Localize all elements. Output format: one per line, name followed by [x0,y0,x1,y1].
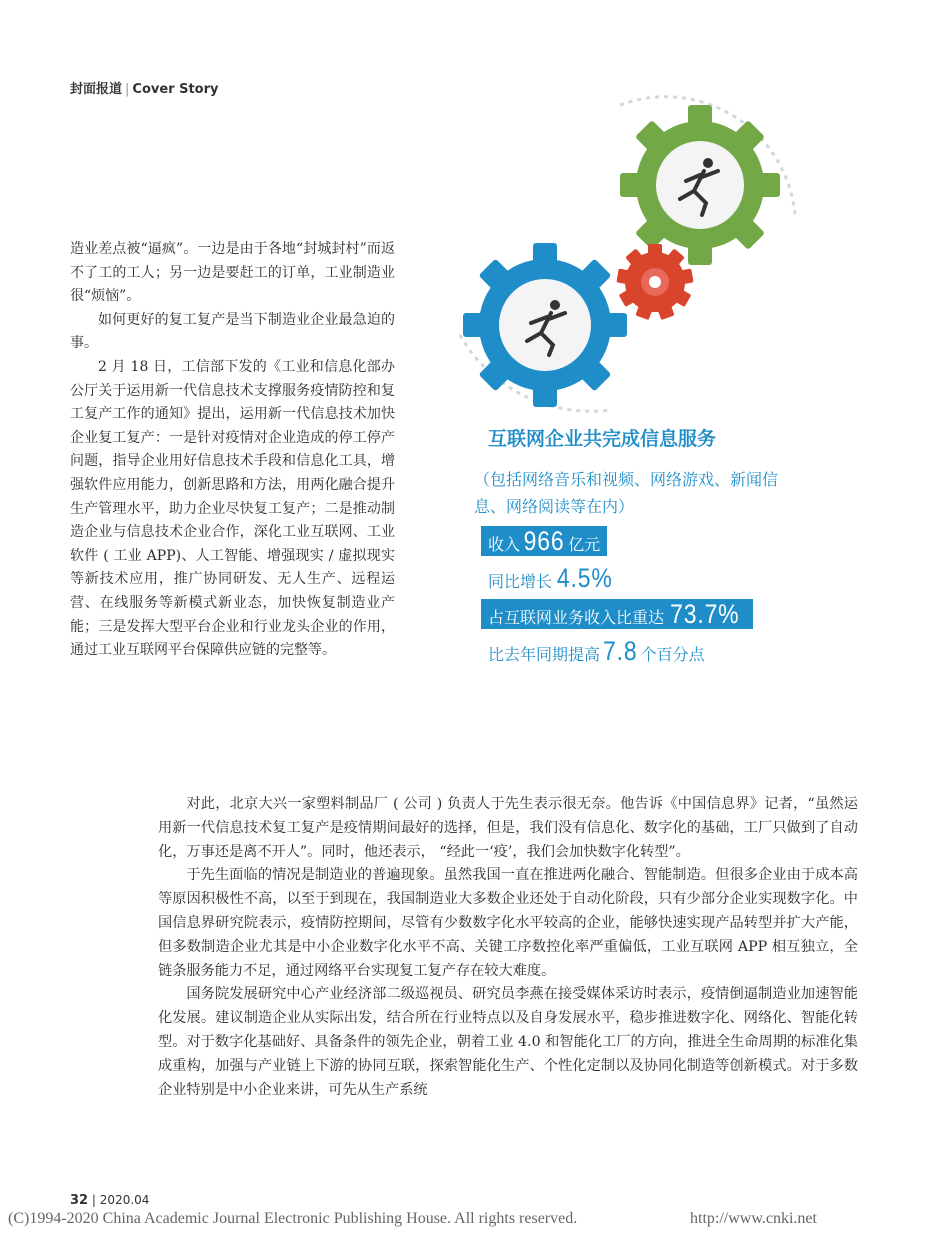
page-footer [70,1193,149,1208]
section-label-cn: 封面报道 [70,82,123,97]
stat-value: 966 [523,526,565,556]
stat-yoy-growth [481,563,625,593]
paragraph: 于先生面临的情况是制造业的普遍现象。虽然我国一直在推进两化融合、智能制造。但很多企业由于成本高等原因积极性不高，以至于到现在，我国制造业大多数企业还处于自动化阶段，只有少部分企业实现数字化。中国信息界研究院表示，疫情防控期间，尽管有少数数字化水平较高的企业，能够快速实现产品转型并扩大产能，但多数制造企业尤其是中小企业数字化水平不高、关键工序数控化率严重偏低，工业互联网 APP 相互独立，全链条服务能力不足，通过网络平台实现复工复产存在较大难度。 [158,867,858,979]
copyright-text: (C)1994-2020 China Academic Journal Electronic Publishing House. All rights reserved. [8,1210,578,1227]
page-number: 32 [70,1193,89,1208]
stat-unit: 亿元 [568,535,601,554]
red-gear [616,244,693,320]
paragraph: 如何更好的复工复产是当下制造业企业最急迫的事。 [70,311,395,352]
stat-value: 4.5% [556,563,613,593]
footer-separator: | [91,1193,96,1207]
stat-increase [481,636,712,666]
left-column-text [70,238,395,663]
paragraph: 对此，北京大兴一家塑料制品厂 ( 公司 ) 负责人于先生表示很无奈。他告诉《中国信息界》记者，“虽然运用新一代信息技术复工复产是疫情期间最好的选择，但是，我们没有信息化、数字化的基础，工厂只做到了自动化，万事还是离不开人”。同时，他还表示， “经此一‘疫’，我们会加快数字化转型”。 [158,796,858,860]
paragraph: 2 月 18 日，工信部下发的《工业和信息化部办公厅关于运用新一代信息技术支撑服务疫情防控和复工复产工作的通知》提出，运用新一代信息技术加快企业复工复产：一是针对疫情对企业造成的停工停产问题，指导企业用好信息技术手段和信息化工具，增强软件应用能力，创新思路和方法，用两化融合提升生产管理水平，助力企业尽快复工复产；二是推动制造企业与信息技术企业合作，深化工业互联网、工业软件 ( 工业 APP)、人工智能、增强现实 / 虚拟现实等新技术应用，推广协同研发、无人生产、远程运营、在线服务等新模式新业态，加快恢复制造业产能；三是发挥大型平台企业和行业龙头企业的作用，通过工业互联网平台保障供应链的完整等。 [70,358,395,659]
stat-label: 比去年同期提高 [488,645,601,664]
stat-label: 占互联网业务收入比重达 [488,608,665,627]
paragraph: 造业差点被“逼疯”。一边是由于各地“封城封村”而返不了工的工人；另一边是要赶工的订单，工业制造业很“烦恼”。 [70,241,395,305]
stat-label: 收入 [488,535,521,554]
header-separator: | [125,82,130,97]
stat-share [481,599,753,629]
stat-value: 73.7% [670,599,740,629]
section-header [70,78,219,97]
section-label-en: Cover Story [132,82,219,97]
green-gear [620,105,780,265]
copyright-url[interactable]: http://www.cnki.net [690,1210,817,1227]
issue-date: 2020.04 [99,1193,150,1207]
copyright-notice [8,1210,942,1228]
infographic-subtitle: （包括网络音乐和视频、网络游戏、新闻信息、网络阅读等在内） [474,470,779,516]
stat-revenue [481,526,607,556]
stat-value: 7.8 [603,636,638,666]
main-body-text [158,793,858,1102]
paragraph: 国务院发展研究中心产业经济部二级巡视员、研究员李燕在接受媒体采访时表示，疫情倒逼制造业加速智能化发展。建议制造企业从实际出发，结合所在行业特点以及自身发展水平，稳步推进数字化、网络化、智能化转型。对于数字化基础好、具备条件的领先企业，朝着工业 4.0 和智能化工厂的方向，推进全生命周期的标准化集成重构，加强与产业链上下游的协同互联，探索智能化生产、个性化定制以及协同化制造等创新模式。对于多数企业特别是中小企业来讲，可先从生产系统 [158,986,858,1098]
infographic-title: 互联网企业共完成信息服务 [488,428,717,450]
blue-gear [463,243,627,407]
stat-unit: 个百分点 [640,645,705,664]
gears-illustration [450,85,810,415]
stat-label: 同比增长 [488,572,553,591]
